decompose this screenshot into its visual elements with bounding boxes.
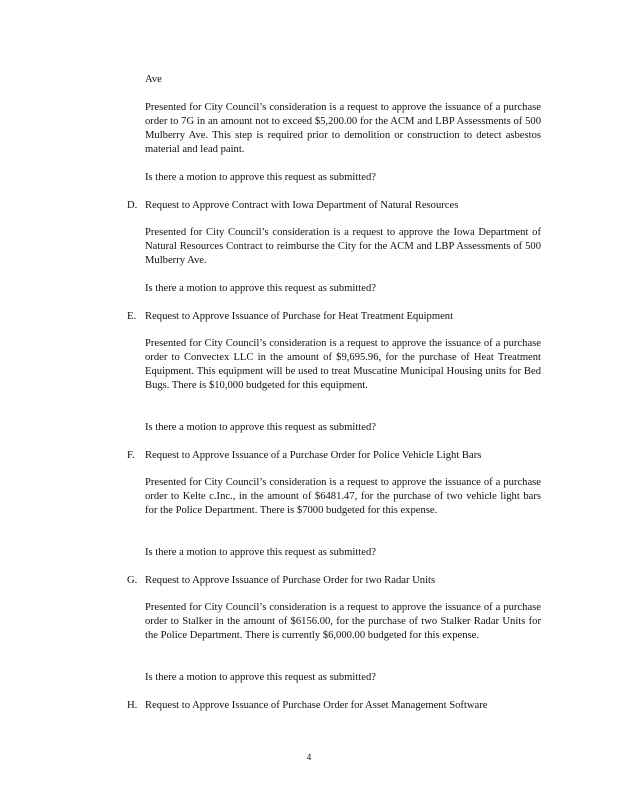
item-f-title: Request to Approve Issuance of a Purchase Order for Police Vehicle Light Bars (145, 450, 482, 461)
item-g-motion: Is there a motion to approve this request as submitted? (145, 672, 376, 683)
item-e-heading (127, 310, 453, 324)
item-c-paragraph: Presented for City Council’s consideration is a request to approve the issuance of a purchase order to 7G in an amount not to exceed $5,200.00 for the ACM and LBP Assessments of 500 Mulberry Ave. This step is required prior to demolition or construction to detect asbestos material and lead paint. (145, 102, 541, 155)
item-g-heading (127, 574, 435, 588)
item-e-title: Request to Approve Issuance of Purchase for Heat Treatment Equipment (145, 311, 454, 322)
item-d-title: Request to Approve Contract with Iowa Department of Natural Resources (145, 200, 459, 211)
page-number: 4 (306, 752, 312, 762)
item-g-title: Request to Approve Issuance of Purchase Order for two Radar Units (145, 575, 436, 586)
item-h-title: Request to Approve Issuance of Purchase Order for Asset Management Software (145, 700, 488, 711)
item-e-letter: E. (127, 311, 137, 322)
item-g-letter: G. (127, 575, 138, 586)
item-f-letter: F. (127, 450, 135, 461)
item-f-paragraph: Presented for City Council’s consideration is a request to approve the issuance of a purchase order to Kelte c.Inc., in the amount of $6481.47, for the purchase of two vehicle light bars for the Police Department. There is $7000 budgeted for this expense. (145, 477, 541, 516)
item-h-heading (127, 699, 487, 713)
item-g-paragraph: Presented for City Council’s consideration is a request to approve the issuance of a purchase order to Stalker in the amount of $6156.00, for the purchase of two Stalker Radar Units for the Police Department. There is currently $6,000.00 budgeted for this expense. (145, 602, 541, 641)
item-d-heading (127, 199, 458, 213)
item-f-heading (127, 449, 481, 463)
continuation-text: Ave (145, 74, 162, 85)
item-c-motion: Is there a motion to approve this request as submitted? (145, 172, 376, 183)
item-e-motion: Is there a motion to approve this request as submitted? (145, 422, 376, 433)
item-h-letter: H. (127, 700, 138, 711)
item-d-letter: D. (127, 200, 138, 211)
item-f-motion: Is there a motion to approve this request as submitted? (145, 547, 376, 558)
item-e-paragraph: Presented for City Council’s consideration is a request to approve the issuance of a purchase order to Convectex LLC in the amount of $9,695.96, for the purchase of Heat Treatment Equipment. This equipment will be used to treat Muscatine Municipal Housing units for Bed Bugs. There is $10,000 budgeted for this equipment. (145, 338, 541, 391)
item-d-paragraph: Presented for City Council’s consideration is a request to approve the Iowa Department of Natural Resources Contract to reimburse the City for the ACM and LBP Assessments of 500 Mulberry Ave. (145, 227, 541, 266)
item-d-motion: Is there a motion to approve this request as submitted? (145, 283, 376, 294)
